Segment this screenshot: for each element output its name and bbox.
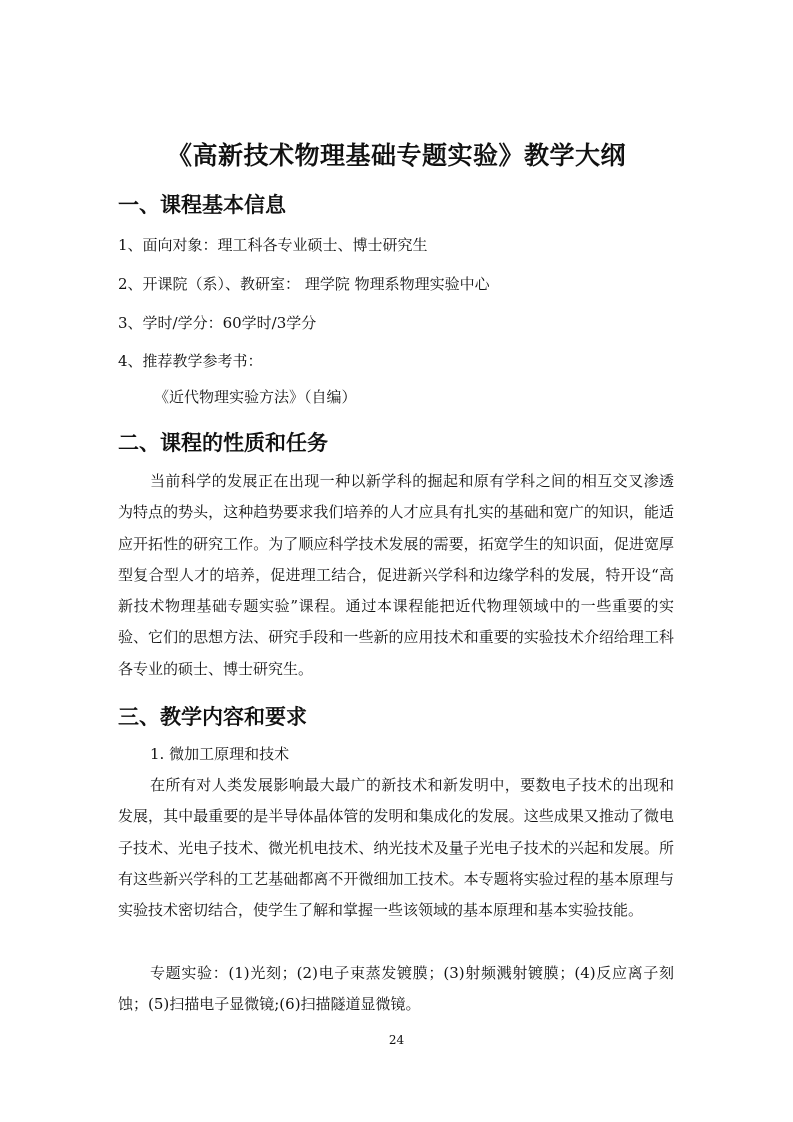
section-heading-nature-tasks: 二、课程的性质和任务 <box>118 431 328 455</box>
info-item-references: 4、推荐教学参考书： <box>118 352 263 370</box>
page-number: 24 <box>388 1033 405 1047</box>
info-item-audience: 1、面向对象：理工科各专业硕士、博士研究生 <box>118 236 428 254</box>
info-item-department: 2、开课院（系）、教研室： 理学院 物理系物理实验中心 <box>118 275 490 293</box>
document-title: 《高新技术物理基础专题实验》教学大纲 <box>166 141 626 170</box>
section-heading-basic-info: 一、课程基本信息 <box>118 193 286 217</box>
paragraph-microfabrication: 在所有对人类发展影响最大最广的新技术和新发明中，要数电子技术的出现和发展，其中最重要的是半导体晶体管的发明和集成化的发展。这些成果又推动了微电子技术、光电子技术、微光机电技术、纳光技术及量子光电子技术的兴起和发展。所有这些新兴学科的工艺基础都离不开微细加工技术。本专题将实验过程的基本原理与实验技术密切结合，使学生了解和掌握一些该领域的基本原理和基本实验技能。 <box>118 776 674 920</box>
paragraph-nature-tasks: 当前科学的发展正在出现一种以新学科的掘起和原有学科之间的相互交叉渗透为特点的势头，这种趋势要求我们培养的人才应具有扎实的基础和宽广的知识，能适应开拓性的研究工作。为了顺应科学技术发展的需要，拓宽学生的知识面，促进宽厚型复合型人才的培养，促进理工结合，促进新兴学科和边缘学科的发展，特开设“高新技术物理基础专题实验”课程。通过本课程能把近代物理领域中的一些重要的实验、它们的思想方法、研究手段和一些新的应用技术和重要的实验技术介绍给理工科各专业的硕士、博士研究生。 <box>118 472 674 678</box>
section-heading-content-requirements: 三、教学内容和要求 <box>118 705 307 729</box>
reference-book: 《近代物理实验方法》（自编） <box>154 388 357 406</box>
subsection-heading-microfabrication: 1. 微加工原理和技术 <box>150 745 290 763</box>
info-item-credits: 3、学时/学分：60学时/3学分 <box>118 314 317 332</box>
paragraph-experiments: 专题实验：(1)光刻；(2)电子束蒸发镀膜；(3)射频溅射镀膜；(4)反应离子刻蚀；(5)扫描电子显微镜;(6)扫描隧道显微镜。 <box>118 964 674 1014</box>
